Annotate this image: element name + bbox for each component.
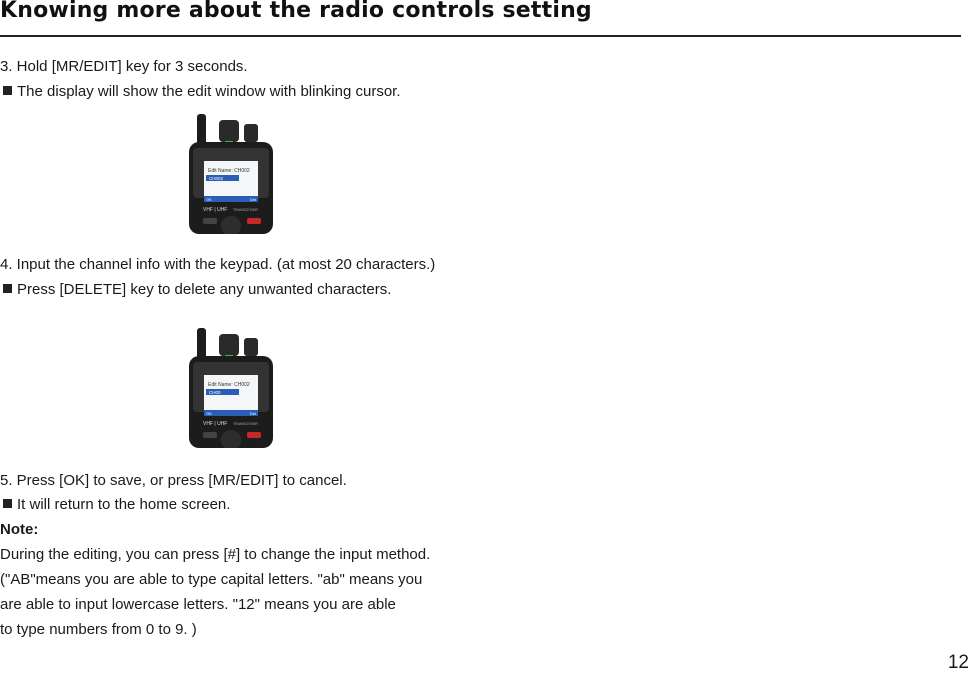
step-3-bullet-text: The display will show the edit window with blinking cursor. <box>17 83 401 100</box>
radio-brand-text: VHF | UHF <box>203 421 228 427</box>
radio-model-text: TRANSCEIVER <box>233 422 258 426</box>
note-line-4: to type numbers from 0 to 9. ) <box>0 621 197 638</box>
step-4-bullet-text: Press [DELETE] key to delete any unwanted characters. <box>17 281 392 298</box>
screen-input-text: CH00 <box>209 390 221 395</box>
softkey-left: OK <box>206 197 212 202</box>
step-4: 4. Input the channel info with the keypad. (at most 20 characters.) <box>0 256 436 273</box>
step-4-bullet <box>0 281 391 299</box>
step-3-bullet <box>0 83 401 101</box>
page-number: 12 <box>947 652 969 673</box>
softkey-right: Del <box>250 411 257 416</box>
screen-header-text: Edit Name: CH002 <box>208 168 250 174</box>
step-5-bullet <box>0 496 230 514</box>
step-5: 5. Press [OK] to save, or press [MR/EDIT] to cancel. <box>0 472 347 489</box>
screen-header-text: Edit Name: CH002 <box>208 382 250 388</box>
softkey-right: Del <box>250 197 257 202</box>
radio-image-delete <box>189 328 273 448</box>
bullet-square-icon <box>3 86 12 95</box>
note-line-2: ("AB"means you are able to type capital letters. "ab" means you <box>0 571 423 588</box>
bullet-square-icon <box>3 499 12 508</box>
note-label: Note: <box>0 521 39 538</box>
step-5-bullet-text: It will return to the home screen. <box>17 496 231 513</box>
screen-input-text: CH002 <box>209 176 224 181</box>
step-3: 3. Hold [MR/EDIT] key for 3 seconds. <box>0 58 248 75</box>
bullet-square-icon <box>3 284 12 293</box>
page-title: Knowing more about the radio controls setting <box>0 0 592 23</box>
note-line-3: are able to input lowercase letters. "12" means you are able <box>0 596 396 613</box>
title-divider <box>0 35 961 37</box>
radio-model-text: TRANSCEIVER <box>233 208 258 212</box>
radio-image-edit-window <box>189 114 273 234</box>
radio-brand-text: VHF | UHF <box>203 207 228 213</box>
note-line-1: During the editing, you can press [#] to change the input method. <box>0 546 431 563</box>
softkey-left: OK <box>206 411 212 416</box>
